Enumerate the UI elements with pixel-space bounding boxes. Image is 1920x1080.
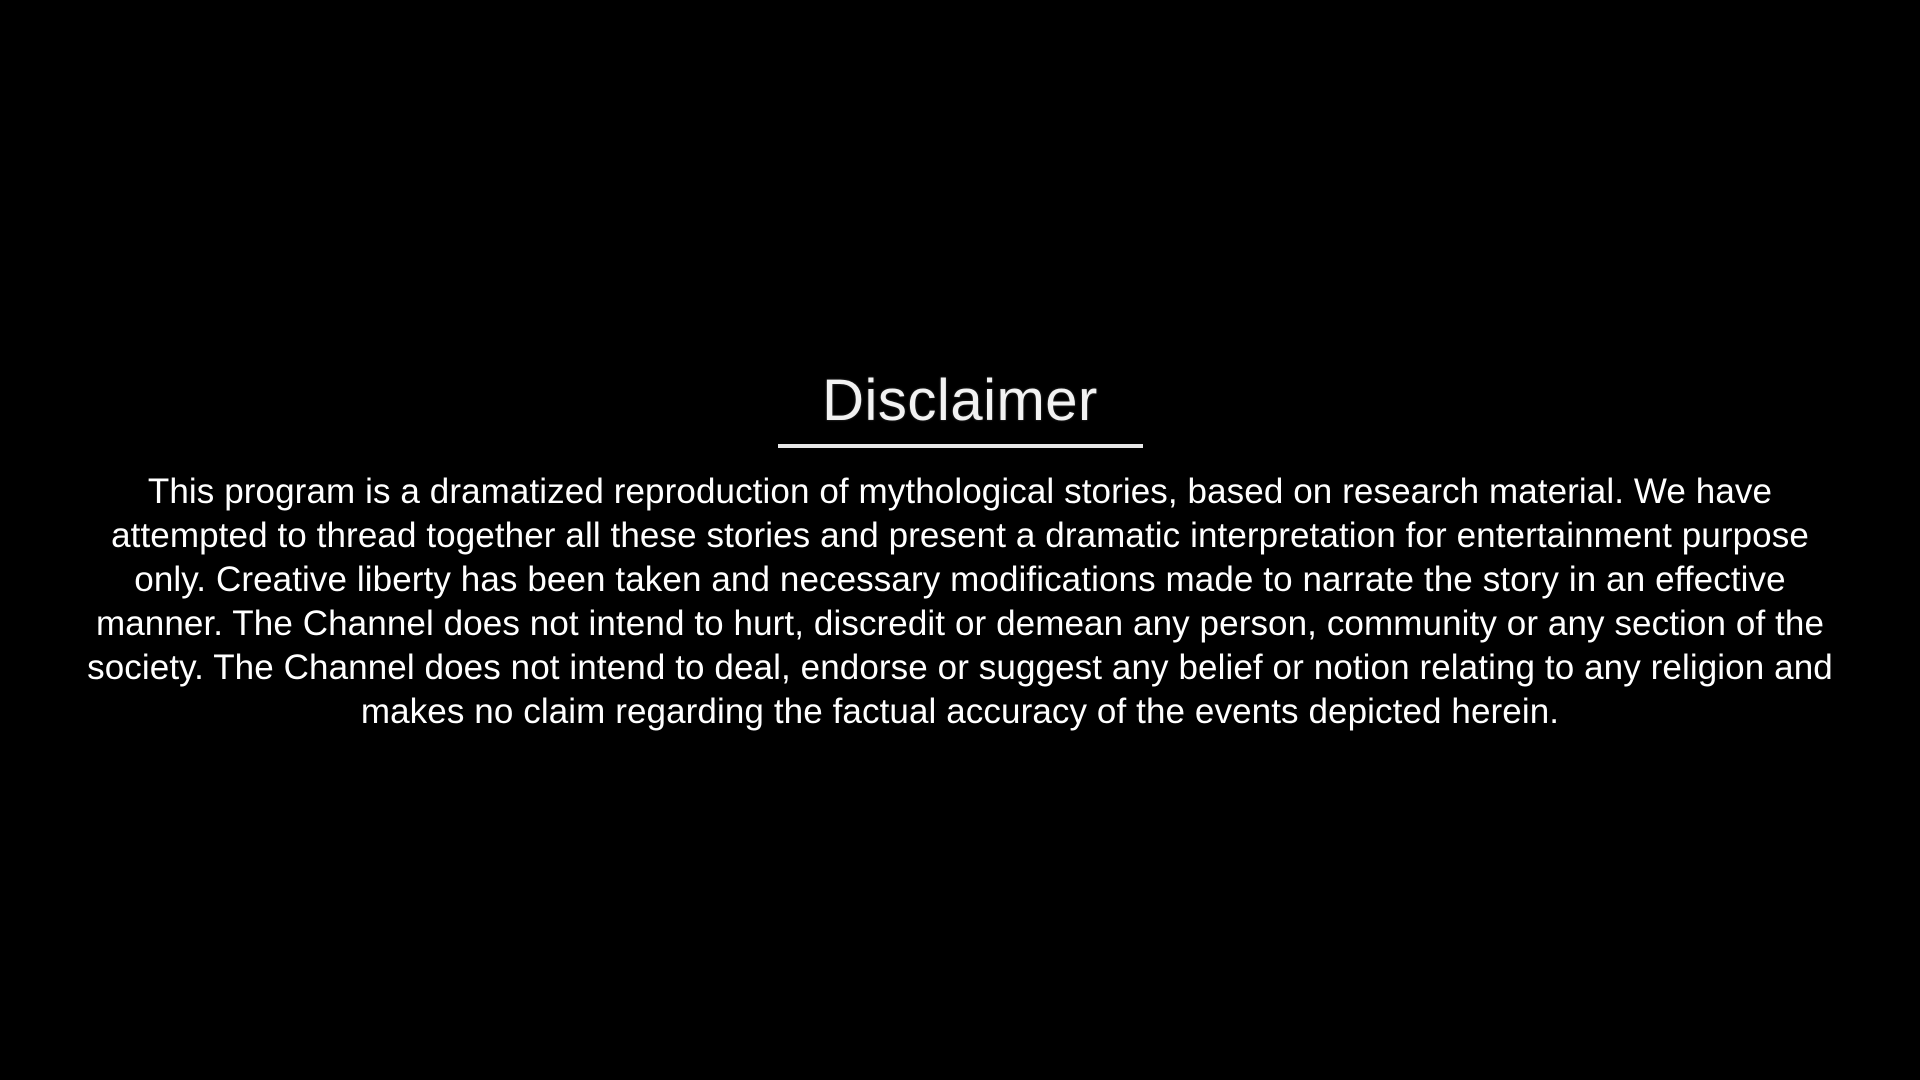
title-divider — [778, 444, 1143, 448]
page-title: Disclaimer — [822, 368, 1098, 433]
disclaimer-body-text: This program is a dramatized reproduction of mythological stories, based on research material. We have attempted to thread together all these stories and present a dramatic interpretation for entertainment purpose only. Creative liberty has been taken and necessary modifications made to narrate the story in an effective manner. The Channel does not intend to hurt, discredit or demean any person, community or any section of the society. The Channel does not intend to deal, endorse or suggest any belief or notion relating to any religion and makes no claim regarding the factual accuracy of the events depicted herein. — [87, 472, 1833, 731]
disclaimer-content — [75, 368, 1845, 734]
